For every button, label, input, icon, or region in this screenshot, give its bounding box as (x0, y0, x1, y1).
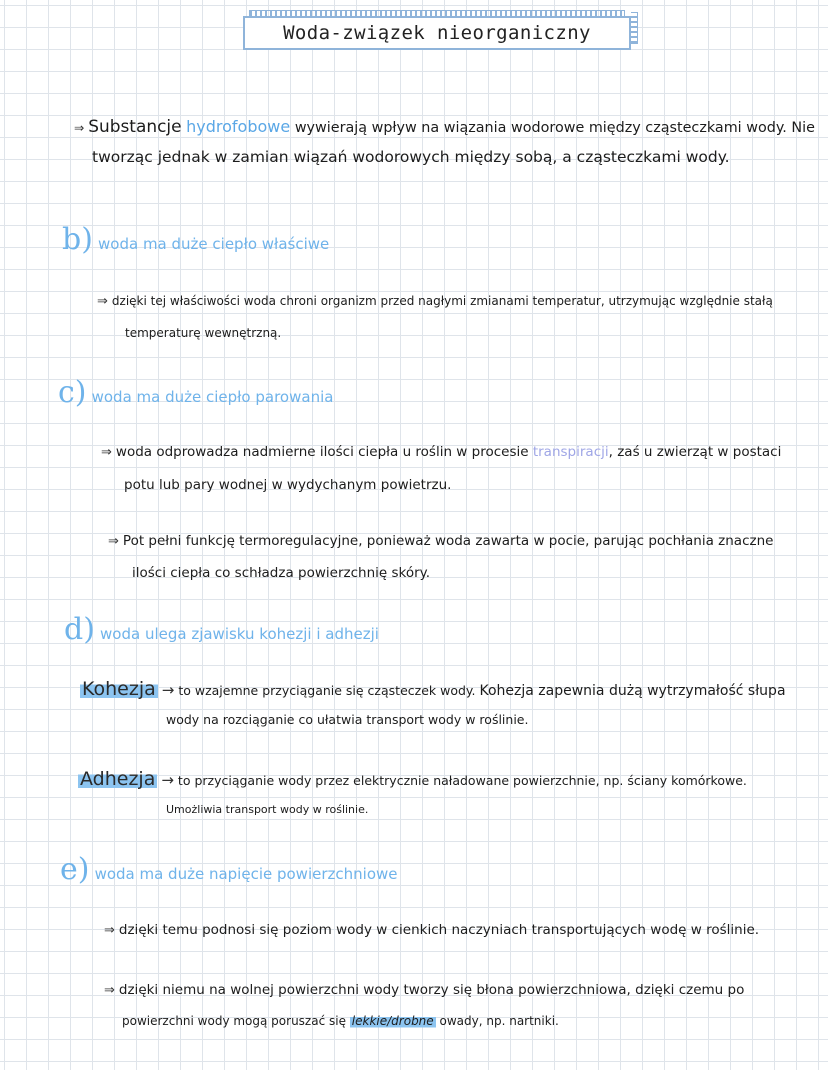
section-c-p1-line-1: ⇒ woda odprowadza nadmierne ilości ciepła u roślin w procesie transpiracji, zaś u zwierząt w postaci (101, 444, 782, 460)
term-arrow-icon: → (161, 771, 174, 789)
section-c-p1-line-2: potu lub pary wodnej w wydychanym powietrzu. (124, 477, 452, 493)
bullet-arrow-icon: ⇒ (101, 445, 112, 460)
section-e-p2-line-2: powierzchni wody mogą poruszać się lekkie/drobne owady, np. nartniki. (122, 1014, 559, 1028)
section-e-p2-line-1: ⇒ dzięki niemu na wolnej powierzchni wody tworzy się błona powierzchniowa, dzięki czemu po (104, 982, 745, 998)
intro-line-2: tworząc jednak w zamian wiązań wodorowych między sobą, a cząsteczkami wody. (92, 148, 730, 166)
section-e-p1: ⇒ dzięki temu podnosi się poziom wody w cienkich naczyniach transportujących wodę w roślinie. (104, 922, 760, 938)
bullet-arrow-icon: ⇒ (104, 983, 115, 998)
section-c-p2-line-1: ⇒ Pot pełni funkcję termoregulacyjne, ponieważ woda zawarta w pocie, parując pochłania znaczne (108, 533, 774, 549)
bullet-arrow-icon: ⇒ (74, 121, 85, 135)
kohezja-line-1: Kohezja → to wzajemne przyciąganie się cząsteczek wody. Kohezja zapewnia dużą wytrzymałość słupa (82, 678, 786, 700)
term-arrow-icon: → (161, 681, 175, 699)
adhezja-term: Adhezja (80, 768, 156, 790)
page-title: Woda-związek nieorganiczny (243, 16, 631, 50)
section-c-heading: c) woda ma duże ciepło parowania (58, 375, 334, 410)
bullet-arrow-icon: ⇒ (104, 923, 115, 938)
adhezja-line-2: Umożliwia transport wody w roślinie. (166, 803, 369, 816)
section-e-heading: e) woda ma duże napięcie powierzchniowe (60, 852, 398, 887)
bullet-arrow-icon: ⇒ (97, 294, 108, 309)
kohezja-line-2: wody na rozciąganie co ułatwia transport wody w roślinie. (166, 712, 529, 727)
highlighted-phrase: lekkie/drobne (351, 1014, 434, 1028)
section-b-heading: b) woda ma duże ciepło właściwe (62, 222, 330, 257)
section-d-heading: d) woda ulega zjawisku kohezji i adhezji (64, 612, 379, 647)
intro-line-1: ⇒ Substancje hydrofobowe wywierają wpływ na wiązania wodorowe między cząsteczkami wody. Nie (74, 116, 815, 136)
kohezja-term: Kohezja (82, 678, 156, 700)
section-b-line-2: temperaturę wewnętrzną. (125, 326, 282, 340)
section-c-p2-line-2: ilości ciepła co schładza powierzchnię skóry. (132, 565, 431, 581)
section-b-line-1: ⇒ dzięki tej właściwości woda chroni organizm przed nagłymi zmianami temperatur, utrzymując względnie stałą (97, 294, 773, 309)
adhezja-line-1: Adhezja → to przyciąganie wody przez elektrycznie naładowane powierzchnie, np. ściany komórkowe. (80, 768, 747, 790)
bullet-arrow-icon: ⇒ (108, 534, 119, 549)
